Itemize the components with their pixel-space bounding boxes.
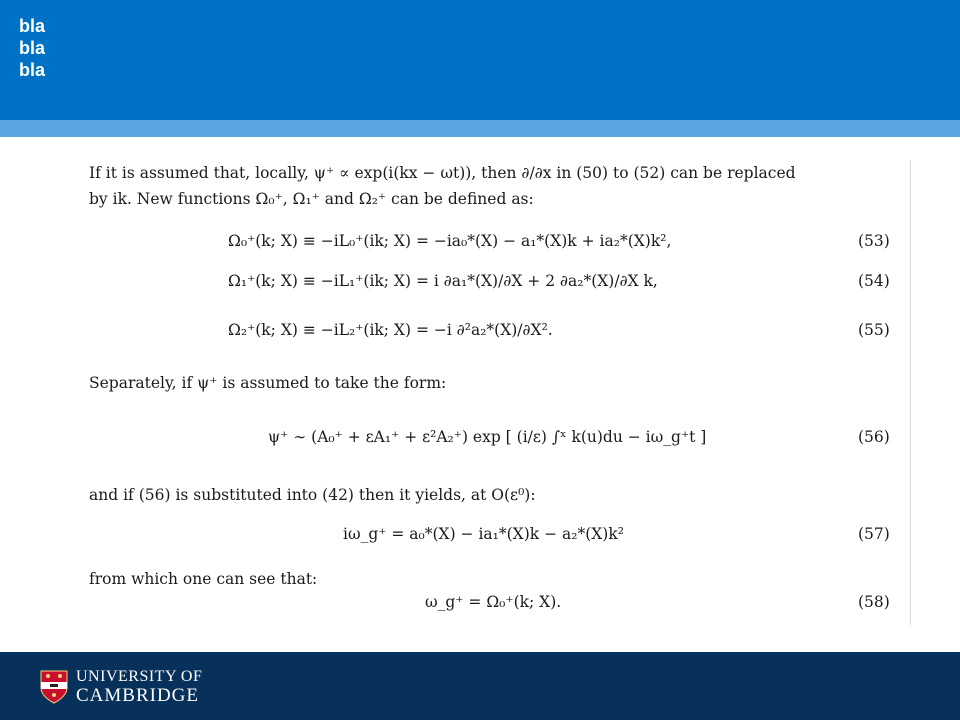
- equation-57: iω_g⁺ = a₀*(X) − ia₁*(X)k − a₂*(X)k²: [343, 525, 624, 543]
- equation-53-number: (53): [858, 232, 890, 250]
- equation-54: Ω₁⁺(k; X) ≡ −iL₁⁺(ik; X) = i ∂a₁*(X)/∂X + 2 ∂a₂*(X)/∂X k,: [228, 272, 658, 290]
- equation-56: ψ⁺ ∼ (A₀⁺ + εA₁⁺ + ε²A₂⁺) exp [ (i/ε) ∫ˣ k(u)du − iω_g⁺t ]: [268, 428, 707, 446]
- paragraph-3: and if (56) is substituted into (42) then it yields, at O(ε⁰):: [89, 486, 536, 504]
- wordmark-line-2: CAMBRIDGE: [76, 685, 200, 706]
- cambridge-crest-icon: [40, 670, 68, 704]
- equation-56-number: (56): [858, 428, 890, 446]
- equation-55: Ω₂⁺(k; X) ≡ −iL₂⁺(ik; X) = −i ∂²a₂*(X)/∂X².: [228, 321, 553, 339]
- university-wordmark: [76, 667, 202, 705]
- paragraph-2: Separately, if ψ⁺ is assumed to take the form:: [89, 374, 447, 392]
- paragraph-1-line-1: If it is assumed that, locally, ψ⁺ ∝ exp(i(kx − ωt)), then ∂/∂x in (50) to (52) can be replaced: [89, 164, 796, 182]
- equation-58-number: (58): [858, 593, 890, 611]
- equation-54-number: (54): [858, 272, 890, 290]
- title-line-3: bla: [19, 60, 46, 80]
- title-line-1: bla: [19, 16, 46, 36]
- equation-57-number: (57): [858, 525, 890, 543]
- paragraph-1-line-2: by ik. New functions Ω₀⁺, Ω₁⁺ and Ω₂⁺ can be defined as:: [89, 190, 534, 208]
- title-line-2: bla: [19, 38, 46, 58]
- wordmark-line-1: UNIVERSITY OF: [76, 668, 203, 685]
- equation-58: ω_g⁺ = Ω₀⁺(k; X).: [425, 593, 562, 611]
- equation-53: Ω₀⁺(k; X) ≡ −iL₀⁺(ik; X) = −ia₀*(X) − a₁*(X)k + ia₂*(X)k²,: [228, 232, 672, 250]
- paragraph-4: from which one can see that:: [89, 570, 318, 588]
- equation-55-number: (55): [858, 321, 890, 339]
